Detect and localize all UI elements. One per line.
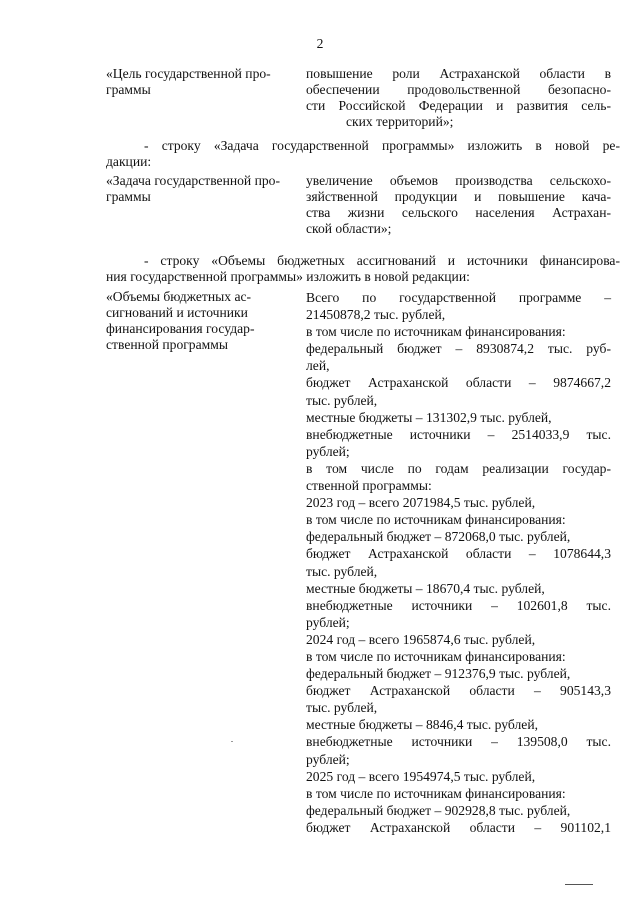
footer-mark [565, 884, 593, 885]
page-number: 2 [316, 36, 324, 51]
instruction-task: - строку «Задача государственной программы» изложить в новой ре- дакции: [106, 138, 620, 169]
task-label: «Задача государственной про- граммы [106, 173, 280, 204]
goal-label: «Цель государственной про- граммы [106, 66, 271, 97]
volumes-label: «Объемы бюджетных ас- сигнований и источники финансирования государ- ственной программы [106, 289, 255, 352]
volumes-row [106, 289, 620, 836]
goal-text: повышение роли Астраханской области в обеспечении продовольственной безопасно- сти Российской Федерации и развития сель- ских территорий»; [306, 66, 611, 129]
volumes-text: Всего по государственной программе – 21450878,2 тыс. рублей, в том числе по источникам финансирования: федеральный бюджет – 8930874,2 тыс. руб- лей, бюджет Астраханской области – 9874667,2 тыс. рублей, местные бюджеты – 131302,9 тыс. рублей, внебюджетные источники – 2514033,9 тыс. рублей; в том числе по годам реализации государ- ственной программы: 2023 год – всего 2071984,5 тыс. рублей, в том числе по источникам финансирования: федеральный бюджет – 872068,0 тыс. рублей, бюджет Астраханской области – 1078644,3 тыс. рублей, местные бюджеты – 18670,4 тыс. рублей, внебюджетные источники – 102601,8 тыс. рублей; 2024 год – всего 1965874,6 тыс. рублей, в том числе по источникам финансирования: федеральный бюджет – 912376,9 тыс. рублей, бюджет Астраханской области – 905143,3 тыс. рублей, местные бюджеты – 8846,4 тыс. рублей, внебюджетные источники – 139508,0 тыс. рублей; 2025 год – всего 1954974,5 тыс. рублей, в том числе по источникам финансирования: федеральный бюджет – 902928,8 тыс. рублей, бюджет Астраханской области – 901102,1 [306, 290, 611, 835]
instruction-volumes: - строку «Объемы бюджетных ассигнований и источники финансирова- ния государственной программы» изложить в новой редакции: [106, 253, 620, 284]
goal-row [106, 66, 620, 130]
task-row [106, 173, 620, 237]
task-text: увеличение объемов производства сельскохо- зяйственной продукции и повышение кача- ства жизни сельского населения Астрахан- ской области»; [306, 173, 611, 236]
scan-speck [231, 741, 233, 742]
